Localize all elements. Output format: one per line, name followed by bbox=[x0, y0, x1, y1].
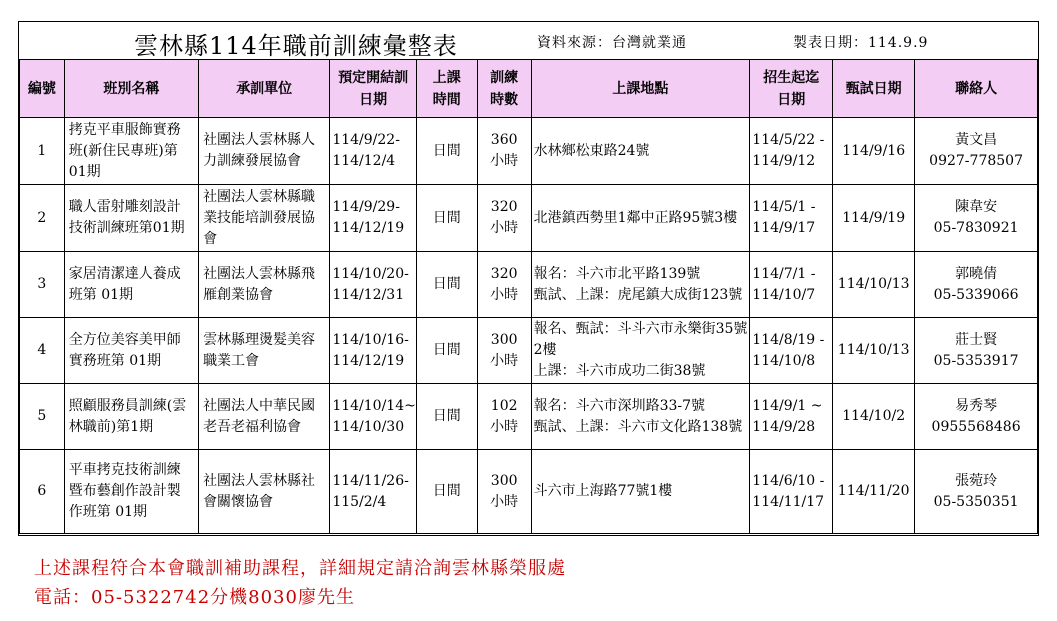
cell-location bbox=[531, 185, 750, 252]
cell-hours-line: 300 bbox=[490, 331, 518, 348]
cell-enroll bbox=[750, 384, 833, 450]
cell-hours bbox=[477, 384, 531, 450]
cell-exam: 114/9/16 bbox=[833, 118, 915, 185]
cell-enroll-line: 114/9/28 bbox=[752, 418, 816, 435]
col-header-exam: 甄試日期 bbox=[833, 60, 915, 118]
cell-location-line: 北港鎮西勢里1鄰中正路95號3樓 bbox=[533, 209, 738, 226]
cell-contact-line: 張菀玲 bbox=[955, 472, 998, 489]
cell-location-line: 斗六市上海路77號1樓 bbox=[533, 483, 673, 499]
cell-name: 拷克平車服飾實務班(新住民專班)第 01期 bbox=[64, 118, 198, 185]
cell-exam: 114/11/20 bbox=[833, 450, 915, 534]
cell-no: 5 bbox=[20, 384, 65, 450]
cell-exam: 114/10/2 bbox=[833, 384, 915, 450]
cell-name: 家居清潔達人養成班第 01期 bbox=[64, 252, 198, 318]
cell-start-line: 114/9/29- bbox=[332, 199, 400, 215]
cell-contact bbox=[915, 450, 1038, 534]
cell-contact bbox=[915, 252, 1038, 318]
col-header-hours: 訓練時數 bbox=[477, 60, 531, 118]
cell-location bbox=[531, 318, 750, 384]
cell-location-line: 報名、甄試：斗斗六市永樂街35號2樓 bbox=[533, 321, 748, 358]
cell-exam: 114/9/19 bbox=[833, 185, 915, 252]
cell-contact-line: 0955568486 bbox=[931, 418, 1021, 435]
table-row bbox=[20, 118, 1038, 185]
cell-name: 照顧服務員訓練(雲林職前)第1期 bbox=[64, 384, 198, 450]
cell-hours bbox=[477, 450, 531, 534]
cell-hours-line: 300 bbox=[490, 472, 518, 489]
cell-time: 日間 bbox=[416, 252, 477, 318]
cell-contact-line: 05-5339066 bbox=[933, 286, 1019, 303]
cell-org: 社團法人雲林縣社會關懷協會 bbox=[199, 450, 330, 534]
training-summary-sheet bbox=[18, 21, 1039, 536]
page-title: 雲林縣114年職前訓練彙整表 bbox=[134, 32, 458, 60]
cell-enroll-line: 114/10/8 bbox=[752, 352, 816, 369]
header-row bbox=[20, 60, 1038, 118]
data-source: 資料來源：台灣就業通 bbox=[537, 35, 687, 51]
col-header-enroll: 招生起迄日期 bbox=[750, 60, 833, 118]
cell-hours bbox=[477, 252, 531, 318]
col-header-contact: 聯絡人 bbox=[915, 60, 1038, 118]
cell-location bbox=[531, 384, 750, 450]
table-row bbox=[20, 384, 1038, 450]
cell-hours bbox=[477, 318, 531, 384]
cell-enroll-line: 114/9/12 bbox=[752, 153, 816, 169]
cell-time: 日間 bbox=[416, 118, 477, 185]
note-line-1: 上述課程符合本會職訓補助課程，詳細規定請洽詢雲林縣榮服處 bbox=[34, 558, 566, 579]
cell-location-line: 水林鄉松東路24號 bbox=[533, 142, 650, 159]
cell-enroll bbox=[750, 450, 833, 534]
cell-location bbox=[531, 118, 750, 185]
cell-enroll-line: 114/9/17 bbox=[752, 220, 816, 236]
cell-hours-line: 小時 bbox=[490, 352, 519, 369]
cell-enroll-line: 114/11/17 bbox=[752, 493, 825, 510]
cell-start-line: 114/11/26- bbox=[332, 472, 409, 489]
cell-exam: 114/10/13 bbox=[833, 252, 915, 318]
cell-no: 1 bbox=[20, 118, 65, 185]
cell-contact-line: 05-7830921 bbox=[933, 220, 1019, 236]
cell-enroll bbox=[750, 252, 833, 318]
cell-hours-line: 320 bbox=[490, 199, 518, 215]
cell-exam: 114/10/13 bbox=[833, 318, 915, 384]
cell-location-line: 甄試、上課：斗六市文化路138號 bbox=[533, 418, 743, 435]
note-line-2: 電話：05-5322742分機8030廖先生 bbox=[34, 587, 355, 608]
cell-no: 3 bbox=[20, 252, 65, 318]
title-row bbox=[19, 22, 1038, 60]
table-row bbox=[20, 318, 1038, 384]
cell-enroll-line: 114/5/22 - bbox=[752, 132, 825, 148]
cell-start-line: 114/10/20- bbox=[332, 265, 409, 282]
table-body bbox=[20, 118, 1038, 534]
course-table bbox=[19, 59, 1038, 534]
cell-enroll-line: 114/7/1 - bbox=[752, 265, 816, 282]
cell-org: 社團法人中華民國老吾老福利協會 bbox=[199, 384, 330, 450]
cell-location-line: 上課：斗六市成功二街38號 bbox=[533, 363, 706, 379]
cell-enroll bbox=[750, 185, 833, 252]
cell-time: 日間 bbox=[416, 318, 477, 384]
cell-hours-line: 小時 bbox=[490, 220, 519, 236]
cell-enroll bbox=[750, 318, 833, 384]
cell-contact-line: 0927-778507 bbox=[929, 153, 1023, 169]
cell-hours-line: 小時 bbox=[490, 418, 519, 435]
cell-start bbox=[330, 252, 417, 318]
cell-contact-line: 莊士賢 bbox=[955, 331, 998, 348]
cell-name: 職人雷射雕刻設計技術訓練班第01期 bbox=[64, 185, 198, 252]
cell-hours-line: 360 bbox=[490, 132, 518, 148]
cell-enroll bbox=[750, 118, 833, 185]
cell-no: 6 bbox=[20, 450, 65, 534]
cell-hours-line: 小時 bbox=[490, 153, 519, 169]
cell-time: 日間 bbox=[416, 185, 477, 252]
cell-location bbox=[531, 252, 750, 318]
cell-no: 2 bbox=[20, 185, 65, 252]
cell-name: 全方位美容美甲師實務班第 01期 bbox=[64, 318, 198, 384]
cell-location-line: 甄試、上課：虎尾鎮大成街123號 bbox=[533, 286, 743, 303]
cell-contact-line: 易秀琴 bbox=[955, 397, 998, 414]
cell-start-line: 114/12/19 bbox=[332, 220, 405, 236]
cell-contact-line: 郭曉倩 bbox=[955, 265, 998, 282]
cell-hours bbox=[477, 185, 531, 252]
col-header-org: 承訓單位 bbox=[199, 60, 330, 118]
cell-name: 平車拷克技術訓練暨布藝創作設計製作班第 01期 bbox=[64, 450, 198, 534]
cell-contact-line: 05-5350351 bbox=[933, 493, 1019, 510]
cell-hours-line: 小時 bbox=[490, 493, 519, 510]
cell-contact bbox=[915, 318, 1038, 384]
cell-org: 雲林縣理燙髮美容職業工會 bbox=[199, 318, 330, 384]
cell-start-line: 115/2/4 bbox=[332, 493, 387, 510]
cell-enroll-line: 114/6/10 - bbox=[752, 472, 825, 489]
table-row bbox=[20, 185, 1038, 252]
cell-start bbox=[330, 384, 417, 450]
cell-location bbox=[531, 450, 750, 534]
cell-start bbox=[330, 450, 417, 534]
cell-org: 社團法人雲林縣飛雁創業協會 bbox=[199, 252, 330, 318]
cell-contact bbox=[915, 384, 1038, 450]
cell-start bbox=[330, 318, 417, 384]
cell-location-line: 報名：斗六市北平路139號 bbox=[533, 265, 701, 282]
cell-hours bbox=[477, 118, 531, 185]
cell-start-line: 114/9/22- bbox=[332, 132, 400, 148]
cell-hours-line: 102 bbox=[490, 397, 518, 414]
cell-contact bbox=[915, 185, 1038, 252]
col-header-time: 上課時間 bbox=[416, 60, 477, 118]
table-row bbox=[20, 450, 1038, 534]
col-header-start: 預定開結訓日期 bbox=[330, 60, 417, 118]
cell-hours-line: 小時 bbox=[490, 286, 519, 303]
cell-enroll-line: 114/10/7 bbox=[752, 286, 816, 303]
cell-start-line: 114/10/30 bbox=[332, 418, 405, 435]
cell-enroll-line: 114/5/1 - bbox=[752, 199, 816, 215]
cell-start-line: 114/12/31 bbox=[332, 286, 405, 303]
cell-location-line: 報名：斗六市深圳路33-7號 bbox=[533, 397, 706, 414]
cell-start-line: 114/12/19 bbox=[332, 352, 405, 369]
cell-time: 日間 bbox=[416, 450, 477, 534]
cell-contact-line: 黃文昌 bbox=[955, 132, 998, 148]
cell-enroll-line: 114/8/19 - bbox=[752, 331, 825, 348]
col-header-no: 編號 bbox=[20, 60, 65, 118]
cell-contact bbox=[915, 118, 1038, 185]
cell-start-line: 114/12/4 bbox=[332, 153, 396, 169]
cell-start bbox=[330, 118, 417, 185]
cell-contact-line: 05-5353917 bbox=[933, 352, 1019, 369]
cell-org: 社團法人雲林縣職業技能培訓發展協會 bbox=[199, 185, 330, 252]
cell-enroll-line: 114/9/1 ~ bbox=[752, 397, 823, 414]
col-header-name: 班別名稱 bbox=[64, 60, 198, 118]
cell-start-line: 114/10/14~ bbox=[332, 397, 416, 414]
cell-hours-line: 320 bbox=[490, 265, 518, 282]
cell-start-line: 114/10/16- bbox=[332, 331, 409, 348]
cell-time: 日間 bbox=[416, 384, 477, 450]
col-header-location: 上課地點 bbox=[531, 60, 750, 118]
cell-start bbox=[330, 185, 417, 252]
table-row bbox=[20, 252, 1038, 318]
cell-contact-line: 陳韋安 bbox=[955, 199, 998, 215]
cell-no: 4 bbox=[20, 318, 65, 384]
cell-org: 社團法人雲林縣人力訓練發展協會 bbox=[199, 118, 330, 185]
table-date: 製表日期：114.9.9 bbox=[793, 35, 929, 51]
